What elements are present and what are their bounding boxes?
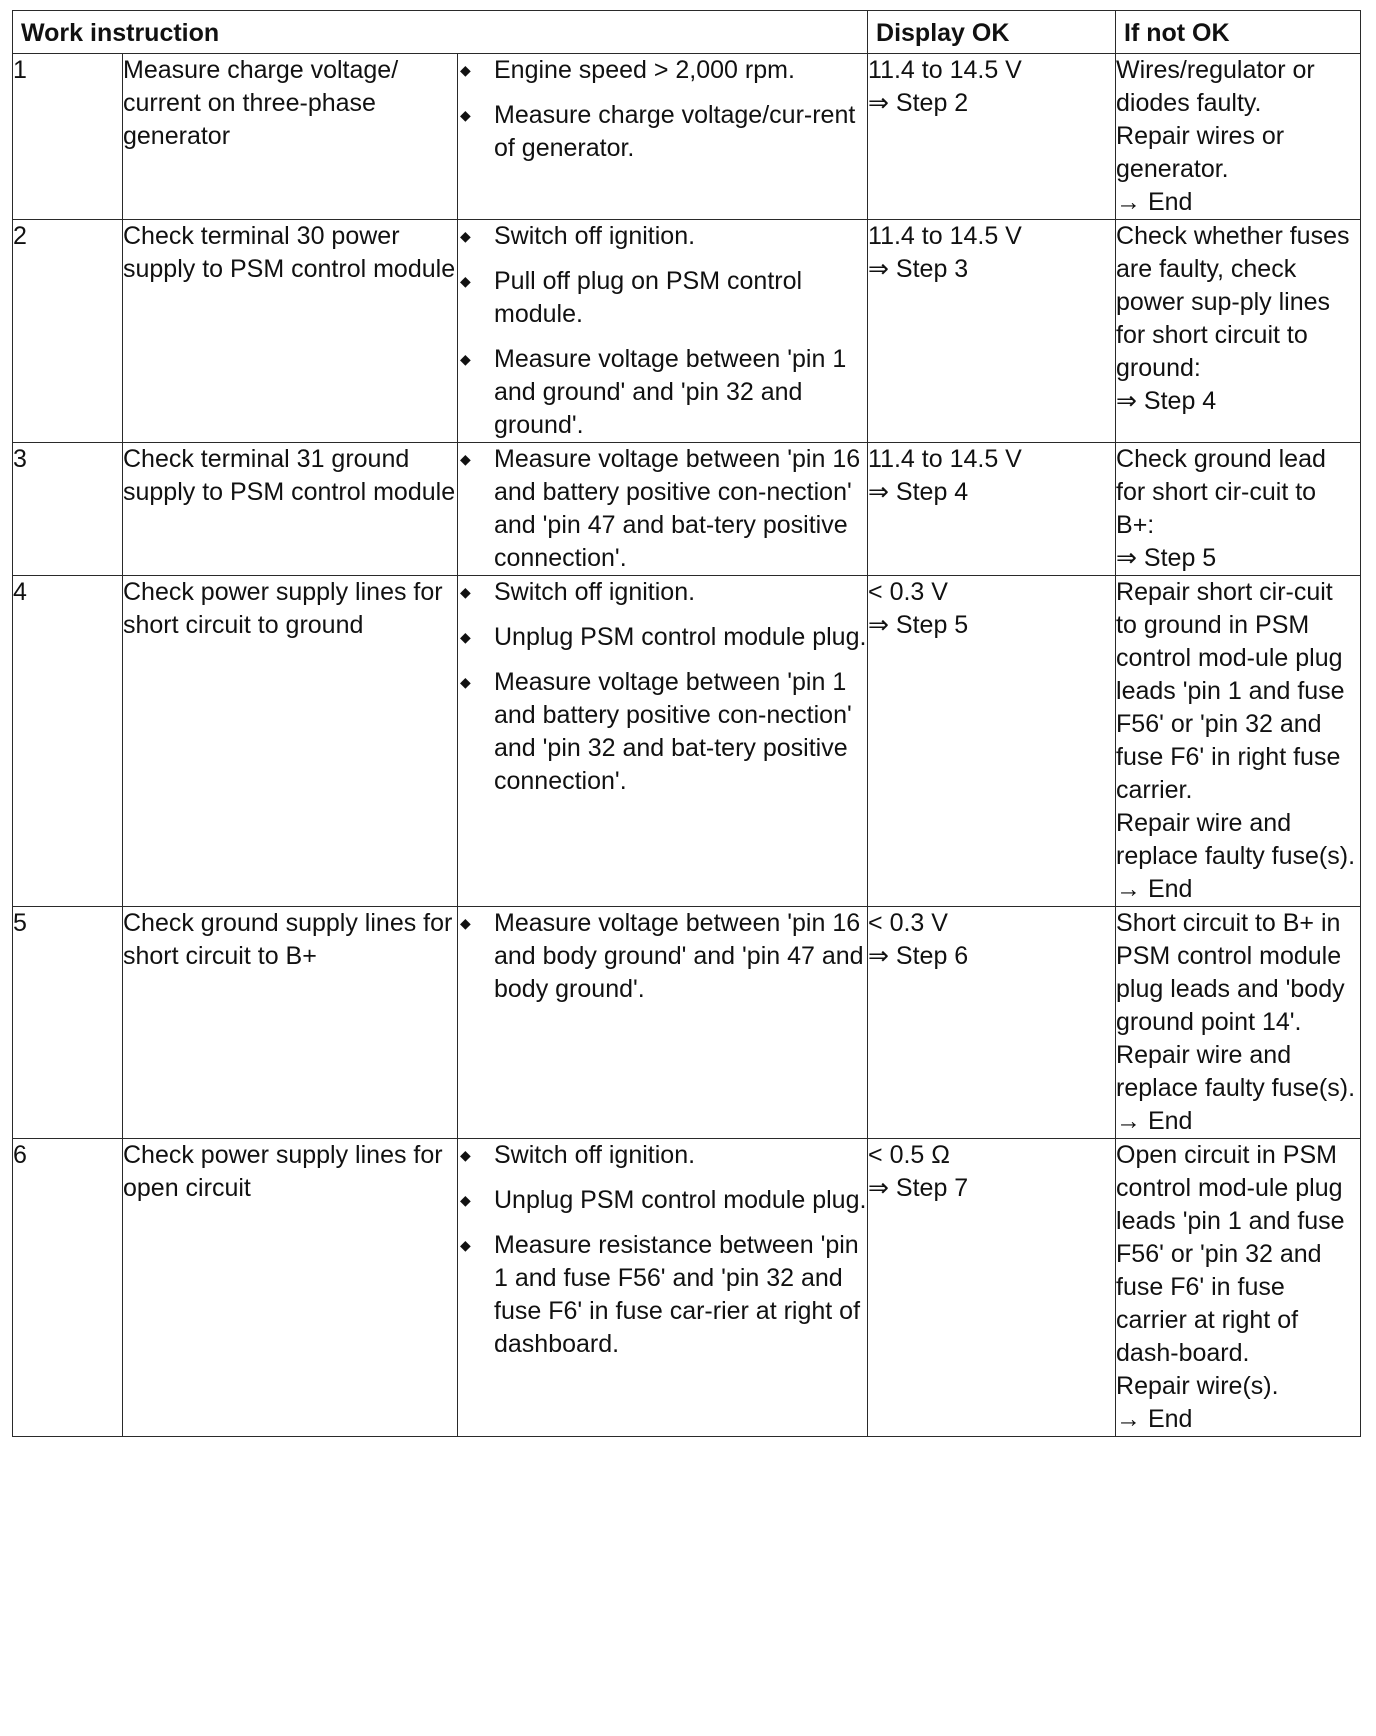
step-task: Check ground supply lines for short circuit to B+: [123, 907, 458, 1139]
diamond-bullet-icon: ◆: [460, 351, 471, 367]
nok-text: Short circuit to B+ in PSM control module plug leads and 'body ground point 14'.: [1116, 909, 1345, 1036]
list-item: ◆ Switch off ignition.: [458, 576, 867, 609]
diamond-bullet-icon: ◆: [460, 1147, 471, 1163]
table-header-row: [13, 11, 1361, 54]
nok-text: Repair wire(s).: [1116, 1372, 1279, 1400]
step-number: 5: [13, 907, 123, 1139]
nok-text: Repair wire and replace faulty fuse(s).: [1116, 1041, 1356, 1102]
ok-value: 11.4 to 14.5 V: [868, 56, 1022, 84]
table-body: [13, 54, 1361, 1437]
ok-value: < 0.3 V: [868, 578, 948, 606]
if-not-ok-cell: [1116, 576, 1361, 907]
ok-next-step: ⇒ Step 7: [868, 1174, 969, 1202]
nok-text: Repair short cir-cuit to ground in PSM control mod-ule plug leads 'pin 1 and fuse F56' or 'pin 32 and fuse F6' in right fuse carrier.: [1116, 578, 1345, 804]
header-work-instruction: Work instruction: [13, 11, 868, 54]
header-if-not-ok: If not OK: [1116, 11, 1361, 54]
step-number: 3: [13, 443, 123, 576]
step-actions: [458, 907, 868, 1139]
diamond-bullet-icon: ◆: [460, 629, 471, 645]
diamond-bullet-icon: ◆: [460, 107, 471, 123]
list-item: ◆ Switch off ignition.: [458, 220, 867, 253]
table-row: [13, 1139, 1361, 1437]
if-not-ok-cell: [1116, 1139, 1361, 1437]
ok-next-step: ⇒ Step 6: [868, 942, 969, 970]
diamond-bullet-icon: ◆: [460, 674, 471, 690]
diamond-bullet-icon: ◆: [460, 62, 471, 78]
diamond-bullet-icon: ◆: [460, 915, 471, 931]
nok-text: Check ground lead for short cir-cuit to B+:: [1116, 445, 1326, 539]
display-ok-cell: [868, 1139, 1116, 1437]
action-list: [458, 220, 867, 442]
step-number: 2: [13, 220, 123, 443]
table-row: [13, 443, 1361, 576]
if-not-ok-cell: [1116, 54, 1361, 220]
step-task: Measure charge voltage/ current on three-phase generator: [123, 54, 458, 220]
list-item: ◆ Unplug PSM control module plug.: [458, 1184, 867, 1217]
step-actions: [458, 220, 868, 443]
list-item: ◆ Pull off plug on PSM control module.: [460, 267, 803, 328]
step-task: Check terminal 31 ground supply to PSM control module: [123, 443, 458, 576]
list-item: ◆ Measure voltage between 'pin 16 and battery positive con-nection' and 'pin 47 and bat-tery positive connection'.: [460, 445, 861, 572]
list-item: ◆ Measure voltage between 'pin 1 and ground' and 'pin 32 and ground'.: [460, 345, 847, 439]
list-item: ◆ Measure voltage between 'pin 1 and battery positive con-nection' and 'pin 32 and bat-tery positive connection'.: [460, 668, 852, 795]
ok-value: < 0.5 Ω: [868, 1141, 950, 1169]
list-item: ◆ Measure charge voltage/cur-rent of generator.: [460, 101, 856, 162]
ok-value: 11.4 to 14.5 V: [868, 222, 1022, 250]
list-item: ◆ Switch off ignition.: [458, 1139, 867, 1172]
if-not-ok-cell: [1116, 907, 1361, 1139]
list-item: ◆ Measure resistance between 'pin 1 and fuse F56' and 'pin 32 and fuse F6' in fuse car-rier at right of dashboard.: [460, 1231, 861, 1358]
action-list: [458, 1139, 867, 1361]
list-item: ◆ Engine speed > 2,000 rpm.: [458, 54, 867, 87]
step-task: Check power supply lines for open circuit: [123, 1139, 458, 1437]
step-actions: [458, 576, 868, 907]
table-row: [13, 54, 1361, 220]
step-number: 4: [13, 576, 123, 907]
table-row: [13, 907, 1361, 1139]
action-list: [458, 576, 867, 798]
step-actions: [458, 443, 868, 576]
diamond-bullet-icon: ◆: [460, 1192, 471, 1208]
ok-value: < 0.3 V: [868, 909, 948, 937]
display-ok-cell: [868, 54, 1116, 220]
diamond-bullet-icon: ◆: [460, 584, 471, 600]
display-ok-cell: [868, 220, 1116, 443]
action-list: [458, 443, 867, 575]
display-ok-cell: [868, 576, 1116, 907]
if-not-ok-cell: [1116, 443, 1361, 576]
nok-next-step: → End: [1116, 1405, 1193, 1433]
display-ok-cell: [868, 443, 1116, 576]
step-actions: [458, 1139, 868, 1437]
ok-value: 11.4 to 14.5 V: [868, 445, 1022, 473]
action-list: [458, 907, 867, 1006]
diamond-bullet-icon: ◆: [460, 273, 471, 289]
nok-text: Open circuit in PSM control mod-ule plug leads 'pin 1 and fuse F56' or 'pin 32 and fuse F6' in fuse carrier at right of dash-board.: [1116, 1141, 1345, 1367]
list-item: ◆ Measure voltage between 'pin 16 and body ground' and 'pin 47 and body ground'.: [460, 909, 864, 1003]
nok-next-step: ⇒ Step 4: [1116, 387, 1217, 415]
diamond-bullet-icon: ◆: [460, 228, 471, 244]
header-display-ok: Display OK: [868, 11, 1116, 54]
ok-next-step: ⇒ Step 5: [868, 611, 969, 639]
nok-text: Check whether fuses are faulty, check power sup-ply lines for short circuit to ground:: [1116, 222, 1350, 382]
diamond-bullet-icon: ◆: [460, 451, 471, 467]
nok-next-step: ⇒ Step 5: [1116, 544, 1217, 572]
table-row: [13, 220, 1361, 443]
nok-next-step: → End: [1116, 188, 1193, 216]
step-number: 1: [13, 54, 123, 220]
nok-text: Repair wire and replace faulty fuse(s).: [1116, 809, 1356, 870]
step-task: Check power supply lines for short circuit to ground: [123, 576, 458, 907]
step-actions: [458, 54, 868, 220]
step-number: 6: [13, 1139, 123, 1437]
nok-text: Wires/regulator or diodes faulty.: [1116, 56, 1315, 117]
nok-text: Repair wires or generator.: [1116, 122, 1285, 183]
step-task: Check terminal 30 power supply to PSM control module: [123, 220, 458, 443]
ok-next-step: ⇒ Step 3: [868, 255, 969, 283]
ok-next-step: ⇒ Step 4: [868, 478, 969, 506]
nok-next-step: → End: [1116, 1107, 1193, 1135]
ok-next-step: ⇒ Step 2: [868, 89, 969, 117]
action-list: [458, 54, 867, 165]
work-instruction-table: [12, 10, 1361, 1437]
list-item: ◆ Unplug PSM control module plug.: [458, 621, 867, 654]
nok-next-step: → End: [1116, 875, 1193, 903]
diamond-bullet-icon: ◆: [460, 1237, 471, 1253]
display-ok-cell: [868, 907, 1116, 1139]
table-row: [13, 576, 1361, 907]
if-not-ok-cell: [1116, 220, 1361, 443]
